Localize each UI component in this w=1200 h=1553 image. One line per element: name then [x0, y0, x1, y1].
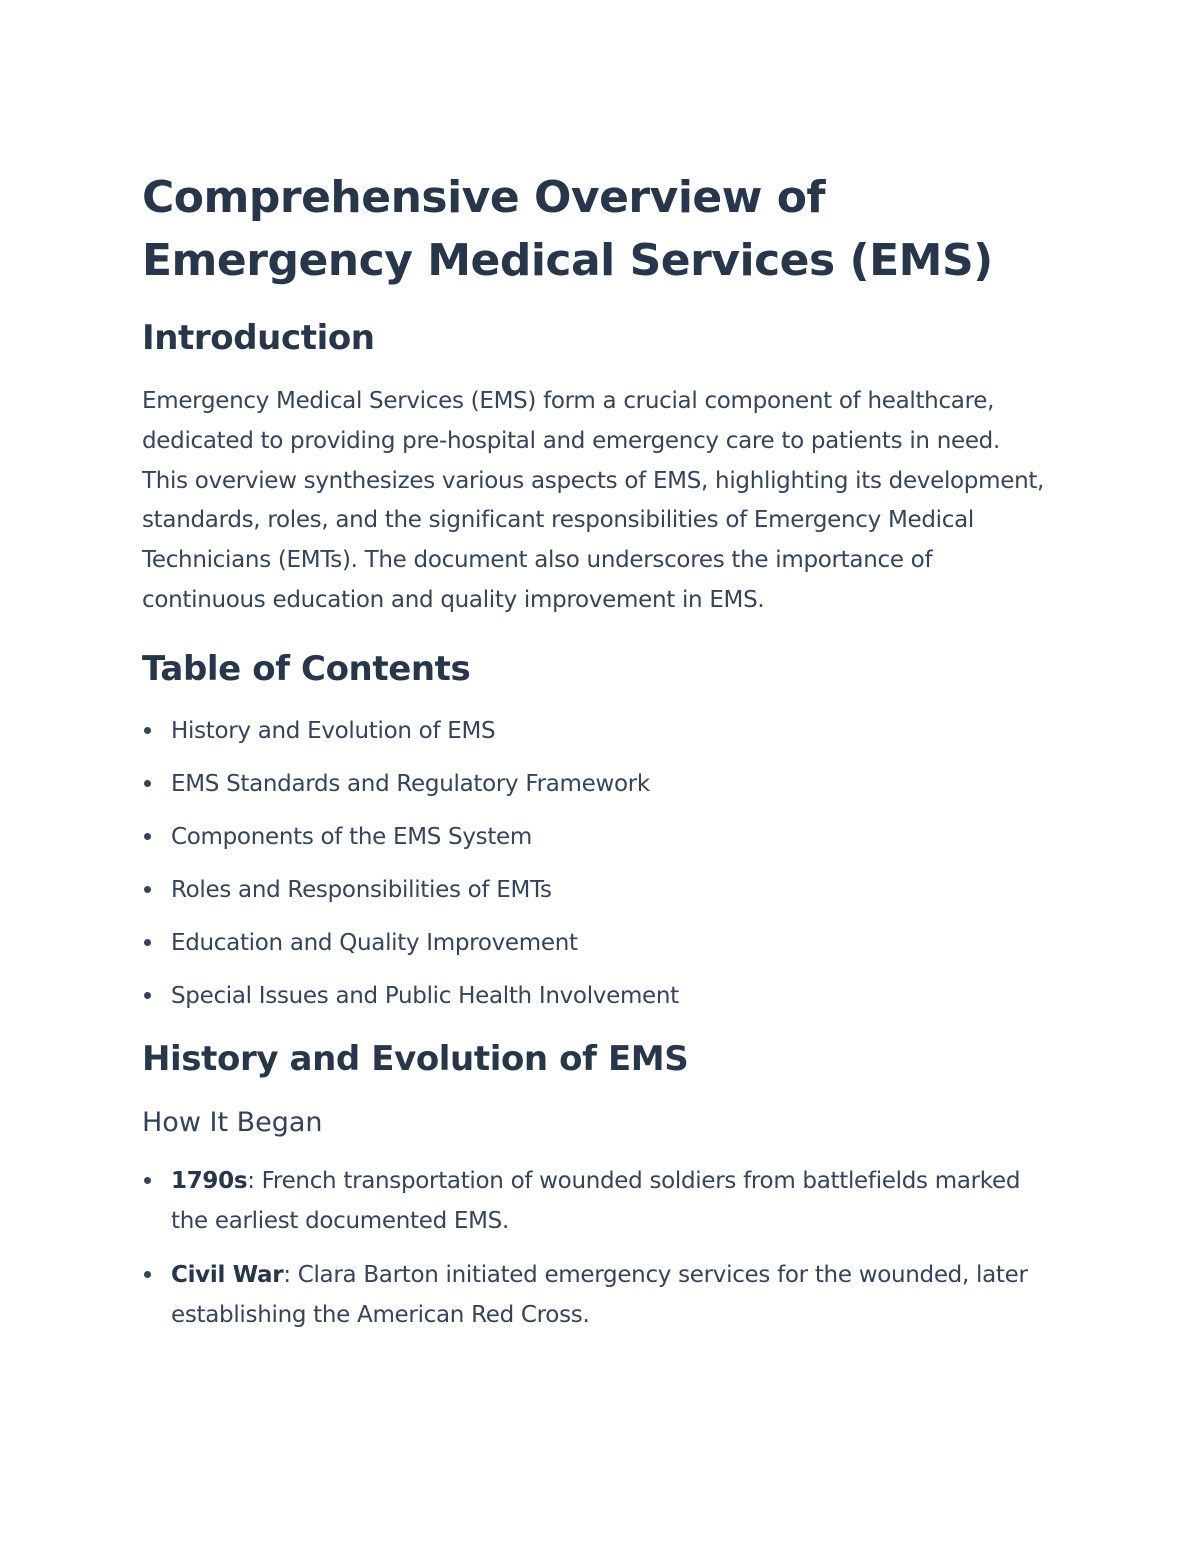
toc-item-label: EMS Standards and Regulatory Framework	[171, 770, 650, 797]
toc-item	[142, 923, 1052, 963]
toc-item	[142, 870, 1052, 910]
toc-item-label: Components of the EMS System	[171, 823, 533, 850]
toc-item	[142, 764, 1052, 804]
history-subheading: How It Began	[142, 1106, 323, 1138]
history-item	[142, 1255, 1052, 1335]
bullet-icon	[144, 992, 151, 999]
bullet-icon	[144, 939, 151, 946]
introduction-paragraph: Emergency Medical Services (EMS) form a crucial component of healthcare, dedicated to providing pre-hospital and emergency care to patients in need. This overview synthesizes various aspects of EMS, highlighting its development, standards, roles, and the significant responsibilities of Emergency Medical Technicians (EMTs). The document also underscores the importance of continuous education and quality improvement in EMS.	[142, 388, 1045, 613]
toc-item-label: History and Evolution of EMS	[171, 717, 496, 744]
document-title	[142, 166, 1052, 292]
document-title-line-2: Emergency Medical Services (EMS)	[142, 235, 993, 286]
toc-item-label: Special Issues and Public Health Involvement	[171, 982, 679, 1009]
toc-item	[142, 711, 1052, 751]
bullet-icon	[144, 833, 151, 840]
toc-item	[142, 817, 1052, 857]
introduction-heading: Introduction	[142, 318, 375, 358]
history-item-text: : French transportation of wounded soldiers from battlefields marked the earliest documented EMS.	[171, 1167, 1021, 1234]
history-item-label: Civil War	[171, 1261, 284, 1288]
history-heading: History and Evolution of EMS	[142, 1038, 689, 1079]
bullet-icon	[144, 1177, 151, 1184]
toc-item	[142, 976, 1052, 1016]
history-list	[142, 1161, 1052, 1335]
bullet-icon	[144, 886, 151, 893]
history-item	[142, 1161, 1052, 1241]
document-page	[142, 166, 1052, 1349]
bullet-icon	[144, 1271, 151, 1278]
history-item-text: : Clara Barton initiated emergency services for the wounded, later establishing the American Red Cross.	[171, 1261, 1028, 1328]
bullet-icon	[144, 727, 151, 734]
history-item-label: 1790s	[171, 1167, 248, 1194]
document-title-line-1: Comprehensive Overview of	[142, 172, 826, 223]
toc-heading: Table of Contents	[142, 648, 471, 689]
toc-list	[142, 711, 1052, 1016]
bullet-icon	[144, 780, 151, 787]
toc-item-label: Roles and Responsibilities of EMTs	[171, 876, 552, 903]
toc-item-label: Education and Quality Improvement	[171, 929, 578, 956]
